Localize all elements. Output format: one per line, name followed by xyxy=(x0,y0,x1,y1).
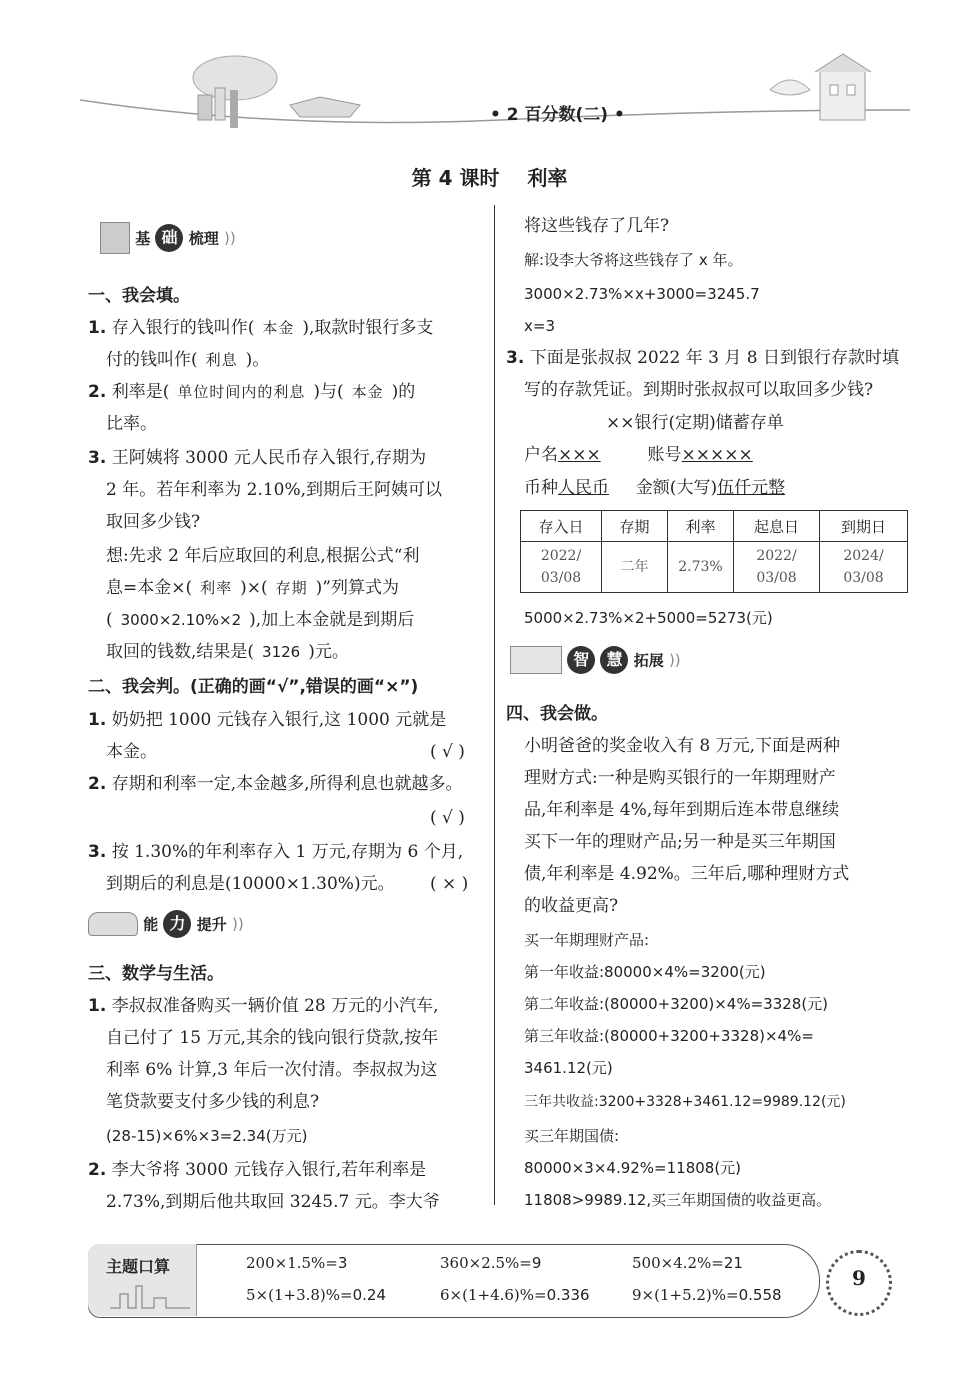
column-divider xyxy=(494,205,495,1205)
mental-math-item: 5×(1+3.8)%=0.24 xyxy=(246,1286,387,1304)
badge-basic: 基 础 梳理 )) xyxy=(100,222,236,256)
mental-math-item: 500×4.2%=21 xyxy=(632,1254,743,1272)
p-answer-8: 80000×3×4.92%=11808(元) xyxy=(524,1159,742,1177)
q2-line1: 2. 利率是( 单位时间内的利息 )与( 本金 )的 xyxy=(88,382,416,402)
j2-answer: ( √ ) xyxy=(430,808,465,828)
p-answer-9: 11808>9989.12,买三年期国债的收益更高。 xyxy=(524,1191,832,1209)
l2-answer-3: x=3 xyxy=(524,317,555,335)
j1-line1: 1. 奶奶把 1000 元钱存入银行,这 1000 元就是 xyxy=(88,710,447,730)
l2-line2: 2.73%,到期后他共取回 3245.7 元。李大爷 xyxy=(106,1192,440,1212)
p-line1: 小明爸爸的奖金收入有 8 万元,下面是两种 xyxy=(524,736,841,756)
table-cell: 2024/ 03/08 xyxy=(820,542,908,593)
j1-answer: ( √ ) xyxy=(430,742,465,762)
section-2-heading: 二、我会判。(正确的画“√”,错误的画“×”) xyxy=(88,677,419,697)
p-answer-4: 第三年收益:(80000+3200+3328)×4%= xyxy=(524,1027,814,1045)
chapter-title: • 2 百分数(二) • xyxy=(490,105,625,125)
l3-line2: 写的存款凭证。到期时张叔叔可以取回多少钱? xyxy=(524,380,874,400)
mental-math-label: 主题口算 xyxy=(106,1257,171,1276)
l1-line3: 利率 6% 计算,3 年后一次付清。李叔叔为这 xyxy=(106,1060,438,1080)
q3-line1: 3. 王阿姨将 3000 元人民币存入银行,存期为 xyxy=(88,448,427,468)
q1-line2: 付的钱叫作( 利息 )。 xyxy=(106,350,270,370)
table-cell: 2.73% xyxy=(668,542,734,593)
badge-wisdom: 智 慧 拓展 )) xyxy=(510,646,681,680)
l2-line3: 将这些钱存了几年? xyxy=(524,216,670,236)
skyline-icon xyxy=(110,1280,190,1314)
table-cell: 2022/ 03/08 xyxy=(521,542,602,593)
j3-line1: 3. 按 1.30%的年利率存入 1 万元,存期为 6 个月, xyxy=(88,842,464,862)
l2-answer-2: 3000×2.73%×x+3000=3245.7 xyxy=(524,285,760,303)
j3-answer: ( × ) xyxy=(430,874,469,894)
table-header-row xyxy=(521,511,908,542)
book-icon xyxy=(510,646,562,674)
p-line3: 品,年利率是 4%,每年到期后连本带息继续 xyxy=(524,800,840,820)
q3-line2: 2 年。若年利率为 2.10%,到期后王阿姨可以 xyxy=(106,480,443,500)
q3-line5: 息=本金×( 利率 )×( 存期 )”列算式为 xyxy=(106,578,399,598)
p-line5: 债,年利率是 4.92%。三年后,哪种理财方式 xyxy=(524,864,850,884)
table-header: 利率 xyxy=(668,511,734,542)
section-4-heading: 四、我会做。 xyxy=(506,704,608,724)
chalkboard-icon xyxy=(100,222,130,254)
l3-answer: 5000×2.73%×2+5000=5273(元) xyxy=(524,609,773,627)
mental-math-item: 360×2.5%=9 xyxy=(440,1254,542,1272)
mental-math-item: 9×(1+5.2)%=0.558 xyxy=(632,1286,782,1304)
car-icon xyxy=(88,912,138,936)
q1-line1: 1. 存入银行的钱叫作( 本金 ),取款时银行多支 xyxy=(88,318,434,338)
q3-line6: ( 3000×2.10%×2 ),加上本金就是到期后 xyxy=(106,610,415,630)
l1-answer: (28-15)×6%×3=2.34(万元) xyxy=(106,1127,308,1145)
q3-line7: 取回的钱数,结果是( 3126 )元。 xyxy=(106,642,349,662)
p-answer-1: 买一年期理财产品: xyxy=(524,931,650,949)
form-currency-row: 币种人民币 金额(大写)伍仟元整 xyxy=(524,478,786,498)
j2-line1: 2. 存期和利率一定,本金越多,所得利息也就越多。 xyxy=(88,774,463,794)
p-line6: 的收益更高? xyxy=(524,896,619,916)
mental-math-item: 200×1.5%=3 xyxy=(246,1254,348,1272)
table-header: 到期日 xyxy=(820,511,908,542)
section-1-heading: 一、我会填。 xyxy=(88,286,190,306)
j1-line2: 本金。 xyxy=(106,742,157,762)
l2-answer-1: 解:设李大爷将这些钱存了 x 年。 xyxy=(524,251,743,269)
table-header: 存入日 xyxy=(521,511,602,542)
p-answer-3: 第二年收益:(80000+3200)×4%=3328(元) xyxy=(524,995,829,1013)
table-cell: 2022/ 03/08 xyxy=(734,542,820,593)
table-header: 存期 xyxy=(602,511,668,542)
l1-line4: 笔贷款要支付多少钱的利息? xyxy=(106,1092,320,1112)
p-answer-5: 3461.12(元) xyxy=(524,1059,613,1077)
badge-ability: 能 力 提升 )) xyxy=(88,910,244,944)
l1-line2: 自己付了 15 万元,其余的钱向银行贷款,按年 xyxy=(106,1028,439,1048)
p-answer-2: 第一年收益:80000×4%=3200(元) xyxy=(524,963,766,981)
deposit-table xyxy=(520,510,908,593)
p-line2: 理财方式:一种是购买银行的一年期理财产 xyxy=(524,768,836,788)
q3-line4: 想:先求 2 年后应取回的利息,根据公式“利 xyxy=(106,546,420,566)
table-header: 起息日 xyxy=(734,511,820,542)
l3-line1: 3. 下面是张叔叔 2022 年 3 月 8 日到银行存款时填 xyxy=(506,348,900,368)
lesson-title: 第 4 课时 利率 xyxy=(411,166,568,190)
p-answer-6: 三年共收益:3200+3328+3461.12=9989.12(元) xyxy=(524,1094,846,1110)
mental-math-item: 6×(1+4.6)%=0.336 xyxy=(440,1286,590,1304)
section-3-heading: 三、数学与生活。 xyxy=(88,964,224,984)
l1-line1: 1. 李叔叔准备购买一辆价值 28 万元的小汽车, xyxy=(88,996,439,1016)
j3-line2: 到期后的利息是(10000×1.30%)元。 xyxy=(106,874,395,894)
page-number: 9 xyxy=(852,1266,866,1290)
table-cell: 二年 xyxy=(602,542,668,593)
p-answer-7: 买三年期国债: xyxy=(524,1127,620,1145)
form-title: ××银行(定期)储蓄存单 xyxy=(606,413,784,433)
l2-line1: 2. 李大爷将 3000 元钱存入银行,若年利率是 xyxy=(88,1160,427,1180)
p-line4: 买下一年的理财产品;另一种是买三年期国 xyxy=(524,832,836,852)
table-row xyxy=(521,542,908,593)
form-name-row: 户名××× 账号××××× xyxy=(524,445,753,465)
q2-line2: 比率。 xyxy=(106,414,157,434)
q3-line3: 取回多少钱? xyxy=(106,512,201,532)
